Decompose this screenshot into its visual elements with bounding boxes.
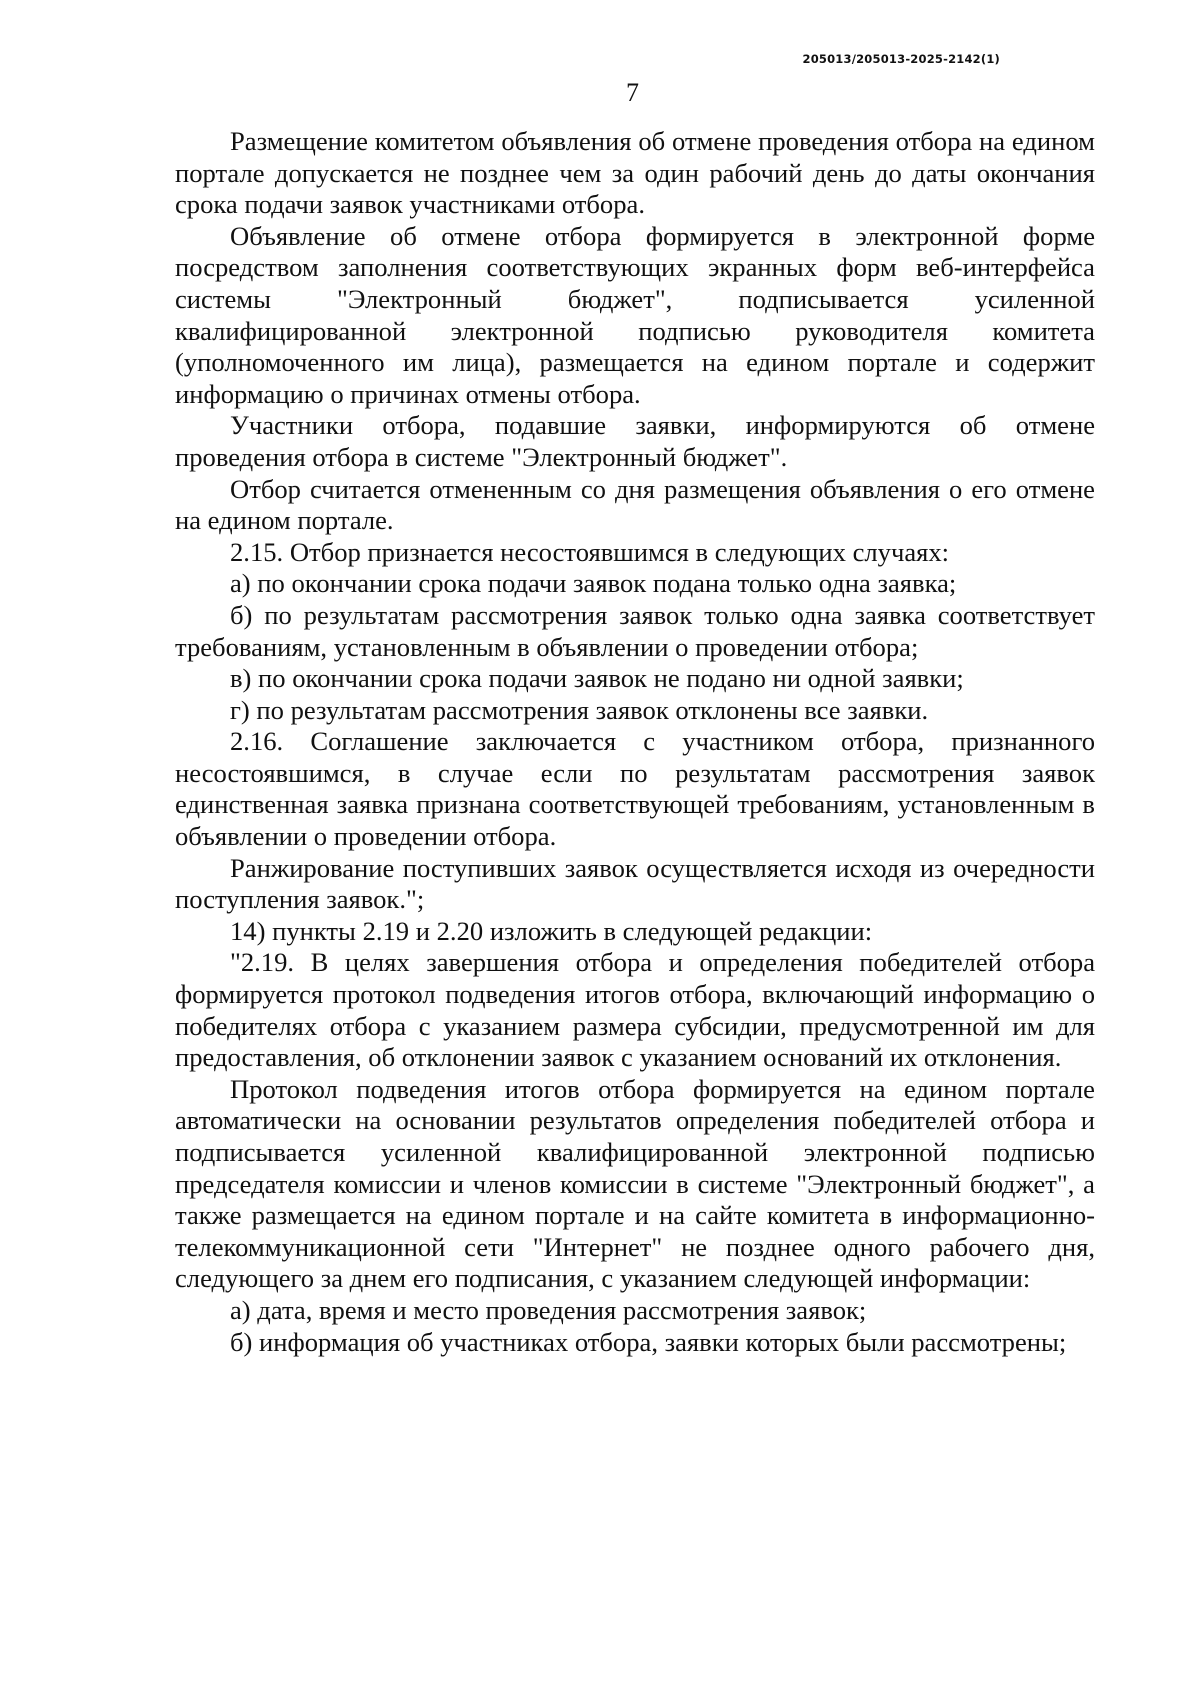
paragraph: 2.15. Отбор признается несостоявшимся в следующих случаях:	[230, 536, 950, 567]
paragraph: а) по окончании срока подачи заявок подана только одна заявка;	[230, 568, 957, 599]
paragraph: б) информация об участниках отбора, заявки которых были рассмотрены;	[230, 1326, 1067, 1357]
document-id: 205013/205013-2025-2142(1)	[802, 52, 1000, 66]
paragraph: Участники отбора, подавшие заявки, информируются об отмене проведения отбора в системе "Электронный бюджет".	[175, 410, 1095, 472]
paragraph: Ранжирование поступивших заявок осуществляется исходя из очередности поступления заявок.";	[175, 852, 1095, 915]
paragraph: 2.16. Соглашение заключается с участником отбора, признанного несостоявшимся, в случае если по результатам рассмотрения заявок единственная заявка признана соответствующей требованиям, установленным в объявлении о проведении отбора.	[175, 726, 1095, 852]
paragraph: "2.19. В целях завершения отбора и определения победителей отбора формируется протокол подведения итогов отбора, включающий информацию о победителях отбора с указанием размера субсидии, предусмотренной им для предоставления, об отклонении заявок с указанием оснований их отклонения.	[175, 947, 1095, 1073]
paragraph: г) по результатам рассмотрения заявок отклонены все заявки.	[230, 694, 929, 725]
paragraph: в) по окончании срока подачи заявок не подано ни одной заявки;	[230, 663, 964, 694]
paragraph: Отбор считается отмененным со дня размещения объявления о его отмене на едином портале.	[175, 473, 1095, 536]
paragraph: б) по результатам рассмотрения заявок только одна заявка соответствует требованиям, установленным в объявлении о проведении отбора;	[175, 599, 1095, 662]
paragraph: 14) пункты 2.19 и 2.20 изложить в следующей редакции:	[230, 915, 873, 946]
paragraph: а) дата, время и место проведения рассмотрения заявок;	[230, 1294, 867, 1325]
document-body	[175, 126, 1095, 1358]
paragraph: Объявление об отмене отбора формируется в электронной форме посредством заполнения соответствующих экранных форм веб-интерфейса системы "Электронный бюджет", подписывается усиленной квалифицированной электронной подписью руководителя комитета (уполномоченного им лица), размещается на едином портале и содержит информацию о причинах отмены отбора.	[175, 220, 1095, 409]
page-number: 7	[626, 78, 639, 107]
paragraph: Размещение комитетом объявления об отмене проведения отбора на едином портале допускается не позднее чем за один рабочий день до даты окончания срока подачи заявок участниками отбора.	[175, 126, 1095, 220]
paragraph: Протокол подведения итогов отбора формируется на едином портале автоматически на основании результатов определения победителей отбора и подписывается усиленной квалифицированной электронной подписью председателя комиссии и членов комиссии в системе "Электронный бюджет", а также размещается на едином портале и на сайте комитета в информационно-телекоммуникационной сети "Интернет" не позднее одного рабочего дня, следующего за днем его подписания, с указанием следующей информации:	[175, 1073, 1095, 1294]
